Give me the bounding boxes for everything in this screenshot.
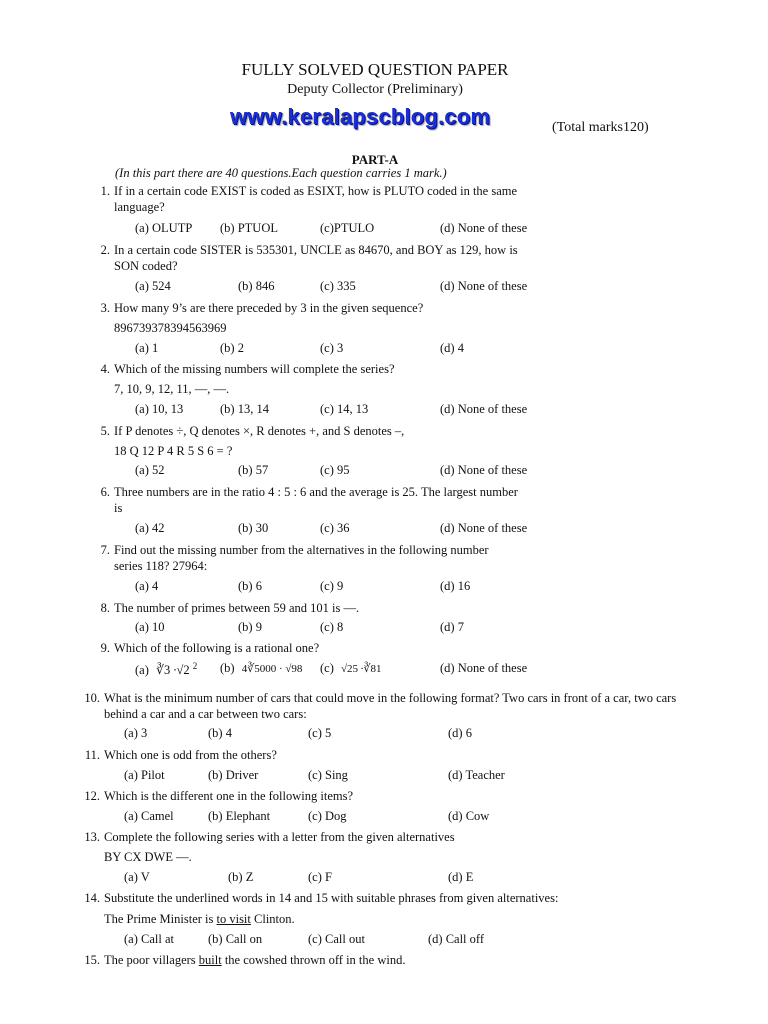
option-b: (b) 30 <box>238 521 269 535</box>
question-number: 3. <box>100 301 110 315</box>
question-number: 14. <box>84 891 100 905</box>
option-d: (d) E <box>448 870 474 884</box>
question-text-cont: SON coded? <box>114 259 178 273</box>
question-number: 5. <box>100 424 110 438</box>
question-number: 2. <box>100 243 110 257</box>
question-text: Which is the different one in the following items? <box>104 789 354 803</box>
option-a: (a) Call at <box>124 932 174 946</box>
option-c: (c) F <box>308 870 332 884</box>
paper-title: FULLY SOLVED QUESTION PAPER <box>241 60 509 79</box>
option-d: (d) 7 <box>440 620 464 634</box>
question-text: In a certain code SISTER is 535301, UNCLE as 84670, and BOY as 129, how is <box>114 243 518 257</box>
math-expression-a: ∛3 ∙√2 <box>156 663 190 678</box>
question-text: The poor villagers built the cowshed thrown off in the wind. <box>104 953 406 967</box>
math-expression-c: √25 ∙∛81 <box>341 663 382 675</box>
question-text: Find out the missing number from the alternatives in the following number <box>114 543 489 557</box>
option-b: (b) 2 <box>220 341 244 355</box>
option-d: (d) None of these <box>440 221 528 235</box>
option-d: (d) None of these <box>440 402 528 416</box>
question-number: 1. <box>100 184 110 198</box>
option-b: (b) Driver <box>208 768 259 782</box>
option-c: (c) 3 <box>320 341 344 355</box>
part-instructions: (In this part there are 40 questions.Each question carries 1 mark.) <box>115 166 447 180</box>
option-b: (b) 4∛5000 · √98 <box>220 661 303 675</box>
question-number: 6. <box>100 485 110 499</box>
question-text-cont: behind a car and a car between two cars: <box>104 707 307 721</box>
option-d: (d) 6 <box>448 726 472 740</box>
question-series: BY CX DWE ––. <box>104 850 192 864</box>
option-d: (d) None of these <box>440 521 528 535</box>
question-text: What is the minimum number of cars that could move in the following format? Two cars in front of a car, two cars <box>104 691 677 705</box>
question-expression: 18 Q 12 P 4 R 5 S 6 = ? <box>114 444 233 458</box>
total-marks: (Total marks120) <box>552 120 649 135</box>
question-text: Which of the missing numbers will complete the series? <box>114 362 395 376</box>
option-c: (c) 335 <box>320 279 356 293</box>
part-heading: PART-A <box>351 152 399 167</box>
option-d: (d) Cow <box>448 809 490 823</box>
option-b: (b) 13, 14 <box>220 402 269 416</box>
option-a: (a) V <box>124 870 150 884</box>
question-text: Which one is odd from the others? <box>104 748 277 762</box>
option-d: (d) 4 <box>440 341 464 355</box>
option-b: (b) 846 <box>238 279 275 293</box>
option-a: (a) 10 <box>135 620 165 634</box>
question-text-cont: series 118? 27964: <box>114 559 208 573</box>
option-b: (b) 6 <box>238 579 262 593</box>
option-d: (d) None of these <box>440 463 528 477</box>
option-a: (a) 3 <box>124 726 148 740</box>
option-a: (a) OLUTP <box>135 221 193 235</box>
option-a: (a) 4 <box>135 579 159 593</box>
option-c: (c) √25 ∙∛81 <box>320 661 382 675</box>
website-watermark: www.keralapscblog.com <box>230 104 491 129</box>
underlined-words: to visit <box>216 912 251 926</box>
question-number: 12. <box>84 789 100 803</box>
option-d: (d) None of these <box>440 661 528 675</box>
question-text: Substitute the underlined words in 14 and 15 with suitable phrases from given alternatives: <box>104 891 559 905</box>
option-b: (b) PTUOL <box>220 221 278 235</box>
option-d: (d) Call off <box>428 932 485 946</box>
question-number: 9. <box>100 641 110 655</box>
option-a: (a) Pilot <box>124 768 165 782</box>
question-text: Complete the following series with a letter from the given alternatives <box>104 830 455 844</box>
question-text: Which of the following is a rational one? <box>114 641 320 655</box>
option-a: (a) 42 <box>135 521 165 535</box>
question-number: 13. <box>84 830 100 844</box>
question-text: If P denotes ÷, Q denotes ×, R denotes +, and S denotes –, <box>114 424 405 438</box>
question-text: Three numbers are in the ratio 4 : 5 : 6 and the average is 25. The largest number <box>114 485 518 499</box>
option-d: (d) None of these <box>440 279 528 293</box>
option-a: (a) 524 <box>135 279 171 293</box>
option-a: (a) 52 <box>135 463 165 477</box>
question-sentence: The Prime Minister is to visit Clinton. <box>104 912 295 926</box>
option-c: (c) Dog <box>308 809 347 823</box>
option-a: (a) ∛3 ∙√2 $^2$ <box>135 661 198 678</box>
option-c: (c) Sing <box>308 768 348 782</box>
question-sequence: 896739378394563969 <box>114 321 227 335</box>
question-series: 7, 10, 9, 12, 11, ––, ––. <box>114 382 230 396</box>
option-a: (a) 10, 13 <box>135 402 184 416</box>
question-text: If in a certain code EXIST is coded as ESIXT, how is PLUTO coded in the same <box>114 184 518 198</box>
math-exponent: 2 <box>192 661 198 671</box>
option-b: (b) Z <box>228 870 254 884</box>
underlined-words: built <box>198 953 222 967</box>
question-text-cont: language? <box>114 200 165 214</box>
option-c: (c)PTULO <box>320 221 375 235</box>
question-number: 15. <box>84 953 100 967</box>
option-b: (b) Call on <box>208 932 263 946</box>
math-expression-b: 4∛5000 · √98 <box>241 663 303 675</box>
option-d: (d) 16 <box>440 579 471 593</box>
option-c: (c) Call out <box>308 932 365 946</box>
question-text: The number of primes between 59 and 101 is ––. <box>114 601 360 615</box>
option-d: (d) Teacher <box>448 768 505 782</box>
option-c: (c) 14, 13 <box>320 402 369 416</box>
exam-name: Deputy Collector (Preliminary) <box>287 82 463 97</box>
option-c: (c) 95 <box>320 463 350 477</box>
question-text: How many 9’s are there preceded by 3 in the given sequence? <box>114 301 424 315</box>
question-number: 11. <box>84 748 100 762</box>
option-b: (b) 57 <box>238 463 269 477</box>
question-number: 4. <box>100 362 110 376</box>
question-text-cont: is <box>114 501 123 515</box>
question-number: 10. <box>84 691 100 705</box>
option-c: (c) 8 <box>320 620 344 634</box>
option-c: (c) 5 <box>308 726 332 740</box>
option-b: (b) 9 <box>238 620 262 634</box>
option-a: (a) 1 <box>135 341 159 355</box>
option-b: (b) 4 <box>208 726 232 740</box>
question-number: 8. <box>100 601 110 615</box>
question-number: 7. <box>100 543 110 557</box>
option-b: (b) Elephant <box>208 809 271 823</box>
option-a: (a) Camel <box>124 809 174 823</box>
option-c: (c) 9 <box>320 579 344 593</box>
option-c: (c) 36 <box>320 521 350 535</box>
